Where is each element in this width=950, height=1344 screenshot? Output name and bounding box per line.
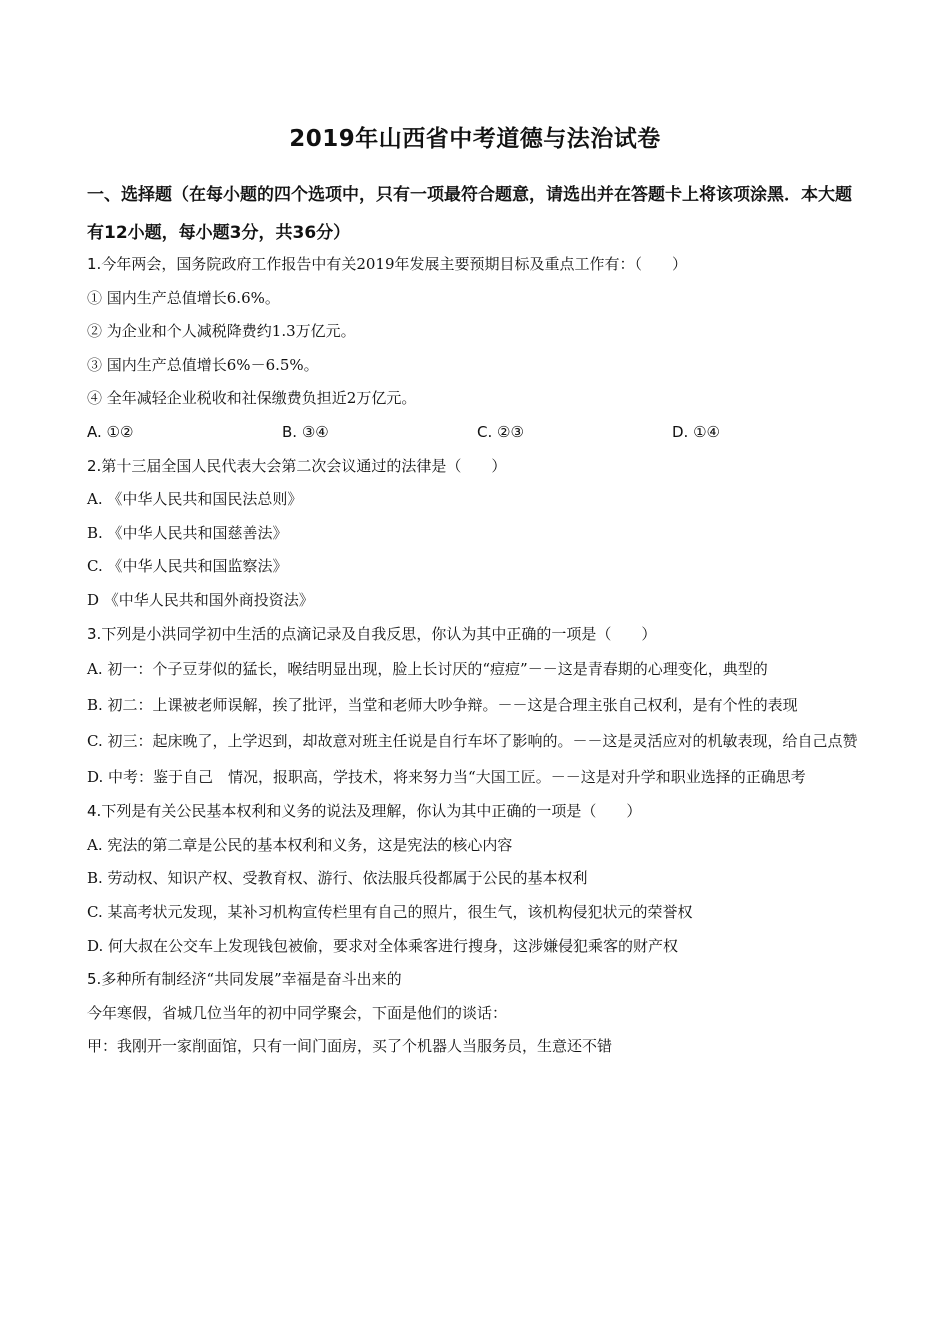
exam-title: 2019年山西省中考道德与法治试卷 — [289, 126, 661, 152]
statement-4: ④ 全年减轻企业税收和社保缴费负担近2万亿元。 — [87, 389, 417, 408]
option-d[interactable]: D 《中华人民共和国外商投资法》 — [87, 590, 314, 609]
statement-2: ② 为企业和个人减税降费约1.3万亿元。 — [87, 322, 356, 341]
question-stem: 多种所有制经济“共同发展”幸福是奋斗出来的 — [101, 970, 402, 989]
option-d[interactable]: D. 中考：鉴于自己 情况，报职高，学技术，将来努力当“大国工匠。－－这是对升学和职业选择的正确思考 — [87, 768, 806, 787]
option-a[interactable]: A. 《中华人民共和国民法总则》 — [87, 490, 303, 509]
question-4 — [87, 795, 877, 829]
option-d[interactable]: D. 何大叔在公交车上发现钱包被偷，要求对全体乘客进行搜身，这涉嫌侵犯乘客的财产权 — [87, 936, 679, 955]
question-stem: 今年两会，国务院政府工作报告中有关2019年发展主要预期目标及重点工作有：（ ） — [101, 255, 687, 273]
option-b[interactable]: B. ③④ — [282, 422, 329, 441]
q1-options — [87, 416, 877, 450]
question-stem: 下列是有关公民基本权利和义务的说法及理解，你认为其中正确的一项是（ ） — [101, 802, 642, 821]
question-3 — [87, 618, 877, 652]
option-c[interactable]: C. 某高考状元发现，某补习机构宣传栏里有自己的照片，很生气，该机构侵犯状元的荣誉权 — [87, 902, 693, 921]
question-stem: 第十三届全国人民代表大会第二次会议通过的法律是（ ） — [101, 456, 507, 475]
questions — [87, 248, 877, 1064]
question-number: 1. — [87, 255, 102, 273]
option-b[interactable]: B. 劳动权、知识产权、受教育权、游行、依法服兵役都属于公民的基本权利 — [87, 869, 588, 888]
option-d[interactable]: D. ①④ — [672, 422, 720, 441]
statement-3: ③ 国内生产总值增长6%－6.5%。 — [87, 355, 319, 374]
option-c[interactable]: C. ②③ — [477, 422, 524, 441]
option-b[interactable]: B. 初二：上课被老师误解，挨了批评，当堂和老师大吵争辩。－－这是合理主张自己权利，是有个性的表现 — [87, 696, 798, 715]
option-a[interactable]: A. 宪法的第二章是公民的基本权利和义务，这是宪法的核心内容 — [87, 835, 513, 854]
question-1 — [87, 248, 877, 282]
statement-1: ① 国内生产总值增长6.6%。 — [87, 288, 280, 307]
question-number: 5. — [87, 970, 102, 989]
question-number: 3. — [87, 624, 102, 643]
passage-line-2: 甲：我刚开一家削面馆，只有一间门面房，买了个机器人当服务员，生意还不错 — [87, 1037, 613, 1056]
question-stem: 下列是小洪同学初中生活的点滴记录及自我反思，你认为其中正确的一项是（ ） — [101, 624, 657, 643]
option-a[interactable]: A. 初一：个子豆芽似的猛长，喉结明显出现，脸上长讨厌的“痘痘”－－这是青春期的心理变化，典型的 — [87, 660, 768, 679]
section-heading: 一、选择题（在每小题的四个选项中，只有一项最符合题意，请选出并在答题卡上将该项涂黑．本大题有12小题，每小题3分，共36分） — [87, 185, 852, 243]
question-2 — [87, 450, 877, 484]
question-number: 2. — [87, 456, 102, 475]
option-a[interactable]: A. ①② — [87, 422, 134, 441]
question-5 — [87, 963, 877, 997]
option-c[interactable]: C. 《中华人民共和国监察法》 — [87, 557, 288, 576]
passage-line-1: 今年寒假，省城几位当年的初中同学聚会，下面是他们的谈话： — [87, 1003, 508, 1022]
option-c[interactable]: C. 初三：起床晚了，上学迟到，却故意对班主任说是自行车坏了影响的。－－这是灵活应对的机敏表现，给自己点赞 — [87, 732, 858, 751]
question-number: 4. — [87, 802, 102, 821]
option-b[interactable]: B. 《中华人民共和国慈善法》 — [87, 523, 288, 542]
